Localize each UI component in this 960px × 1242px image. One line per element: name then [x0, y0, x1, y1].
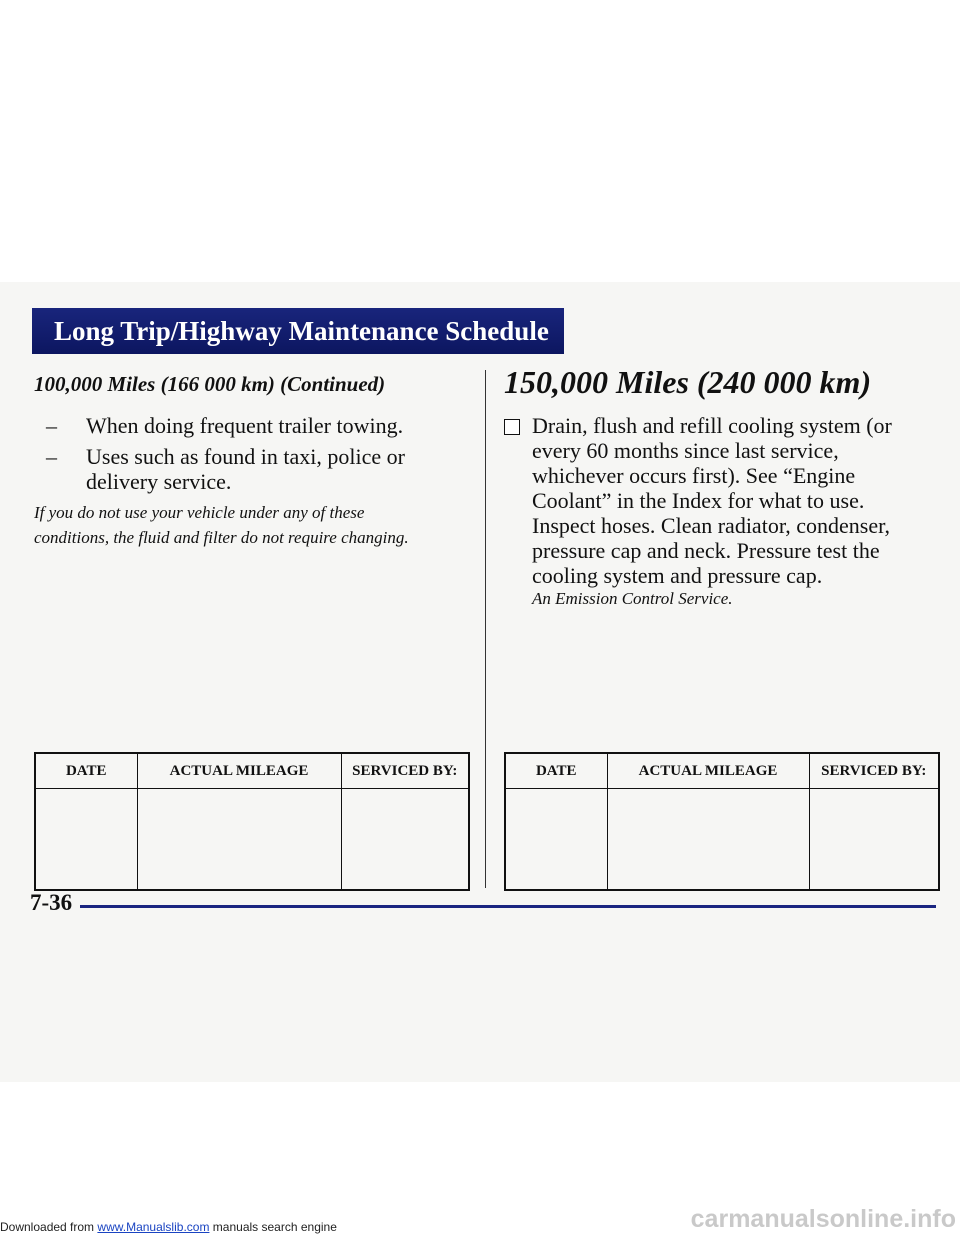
- right-service-log-table: [504, 752, 940, 891]
- footer-suffix: manuals search engine: [212, 1220, 337, 1234]
- column-divider: [485, 370, 486, 888]
- right-interval-heading: 150,000 Miles (240 000 km): [504, 364, 872, 400]
- manualslib-link[interactable]: www.Manualslib.com: [97, 1220, 210, 1234]
- serviced-by-cell[interactable]: [341, 789, 469, 891]
- download-footer: [0, 1220, 337, 1234]
- serviced-by-cell[interactable]: [809, 789, 939, 891]
- checklist-item: [504, 413, 924, 588]
- bullet-text: When doing frequent trailer towing.: [86, 413, 404, 438]
- date-cell[interactable]: [505, 789, 607, 891]
- column-header-actual-mileage: ACTUAL MILEAGE: [607, 753, 809, 789]
- bullet-text: Uses such as found in taxi, police or delivery service.: [86, 444, 405, 494]
- manual-page: [0, 282, 960, 1082]
- column-header-actual-mileage: ACTUAL MILEAGE: [137, 753, 341, 789]
- section-header-bar: [32, 308, 564, 354]
- date-cell[interactable]: [35, 789, 137, 891]
- section-title: Long Trip/Highway Maintenance Schedule: [54, 315, 549, 346]
- bullet-item: [46, 444, 446, 494]
- mileage-cell[interactable]: [607, 789, 809, 891]
- bottom-rule: [80, 905, 936, 908]
- column-header-serviced-by: SERVICED BY:: [809, 753, 939, 789]
- column-header-serviced-by: SERVICED BY:: [341, 753, 469, 789]
- table-row: [35, 789, 469, 891]
- dash-glyph: –: [46, 444, 57, 469]
- left-note: If you do not use your vehicle under any of these conditions, the fluid and filter do not require changing.: [34, 503, 409, 547]
- table-header-row: [35, 753, 469, 789]
- dash-glyph: –: [46, 413, 57, 438]
- page-number: 7-36: [30, 890, 73, 915]
- left-service-log-table: [34, 752, 470, 891]
- emission-control-note: An Emission Control Service.: [532, 589, 733, 608]
- table-row: [505, 789, 939, 891]
- left-interval-heading: 100,000 Miles (166 000 km) (Continued): [34, 372, 386, 396]
- footer-prefix: Downloaded from: [0, 1220, 95, 1234]
- mileage-cell[interactable]: [137, 789, 341, 891]
- column-header-date: DATE: [505, 753, 607, 789]
- column-header-date: DATE: [35, 753, 137, 789]
- checklist-text: Drain, flush and refill cooling system (or every 60 months since last service, whichever occurs first). See “Engine Coolant” in the Index for what to use. Inspect hoses. Clean radiator, condenser, pressure cap and neck. Pressure test the cooling system and pressure cap.: [532, 413, 892, 588]
- bullet-item: [46, 413, 466, 438]
- watermark-text: carmanualsonline.info: [690, 1205, 956, 1233]
- checkbox-icon[interactable]: [504, 419, 520, 435]
- table-header-row: [505, 753, 939, 789]
